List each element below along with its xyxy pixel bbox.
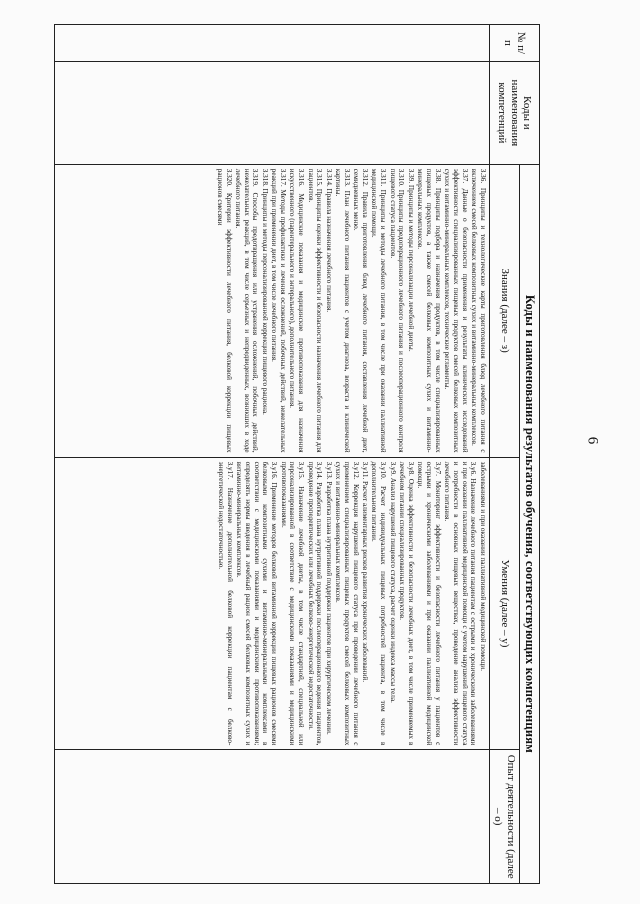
cell-experience [55, 750, 490, 884]
skill-item: 3.у9. Анализ нарушений пищевого статуса, расчет оценки индекса массы тела. [388, 461, 397, 703]
rotated-table-container [54, 24, 540, 884]
knowledge-list [215, 169, 487, 453]
header-results-group: Коды и наименования результатов обучения, соответствующих компетенциям [520, 164, 540, 883]
knowledge-item: 3.38. Принципы подбора и назначения продуктов, в том числе специализированных пищевых продуктов, а также смесей белковых композитных сухих и витаминно-минеральных комплексов. [416, 168, 442, 453]
cell-knowledge [55, 164, 490, 457]
knowledge-item: 3.39. Принципы и методы персонализации лечебной диеты. [406, 168, 415, 352]
knowledge-item: 3.310. Принципы предоперационного лечебного питания и послеоперационного контроля пищевого статуса пациентов. [388, 168, 406, 453]
cell-num [55, 25, 490, 62]
knowledge-item: 3.312. Правила приготовления блюд лечебного питания, составления лечебной диет, семидневных меню. [352, 168, 369, 453]
skill-item: 3.у10. Расчет индивидуальных пищевых потребностей пациента, в том числе в дополнительном питании. [370, 461, 388, 746]
header-knowledge: Знания (далее – з) [489, 164, 519, 457]
header-skills: Умения (далее – у) [489, 457, 519, 750]
knowledge-item: 3.37. Данные о безопасности применения и результаты клинических исследований эффективности специализированных пищевых продуктов смесей белковых композитных сухих и витаминно-минеральных комплексов, технические регламенты. [443, 168, 469, 453]
knowledge-item: 3.320. Критерии эффективности лечебного питания, белковой коррекции пищевых рационов смесями [215, 168, 233, 453]
knowledge-item: 3.317. Методы профилактики и лечения осложнений, побочных действий, нежелательных реакций при применении диет, в том числе лечебного питания. [270, 168, 287, 453]
knowledge-item: 3.314. Правила назначения лечебного питания. [324, 168, 333, 313]
knowledge-item: 3.315. Принципы оценки эффективности и безопасности назначения лечебного питания для пациентов. [306, 168, 324, 453]
knowledge-item: 3.319. Способы предотвращения или устранения осложнений, побочных действий, нежелательных реакций, в том числе серьезных и непредвиденных, возникших в ходе лечебного питания. [233, 168, 260, 453]
header-code: Коды и наименования компетенций [489, 61, 539, 164]
skills-list [216, 462, 487, 746]
knowledge-item: 3.313. План лечебного питания пациентов с учетом диагноза, возраста и клинической картины. [334, 168, 351, 453]
cell-skills [55, 457, 490, 750]
skill-item: 3.у15. Назначение лечебной диеты, в том числе стандартной, специальной или персонализированной в соответствие с медицинскими показаниями и медицинскими противопоказаниями. [279, 461, 306, 746]
knowledge-item: 3.316. Медицинские показания и медицинские противопоказания для назначения искусственного (парентерального и энтерального), дополнительного питания. [288, 168, 306, 453]
skill-item: 3.у6. Назначение лечебного питания пациентам с острыми и хроническими заболеваниями и при оказании паллиативной медицинской помощи с учетом нарушений пищевого статуса и потребности в основных пищевых веществах, проведение анализа эффективности лечебного питания. [443, 461, 478, 746]
header-num: № п/п [489, 25, 539, 62]
header-experience: Опыт деятельности (далее – о) [489, 750, 519, 884]
knowledge-item: 3.311. Принципы и методы лечебного питания, в том числе при оказании паллиативной медицинской помощи. [370, 168, 388, 453]
knowledge-item: 3.318. Принципы и методы персонализированной коррекции пищевого рациона. [260, 168, 269, 415]
skill-item: 3.у12. Коррекция нарушений пищевого статуса при проведении лечебного питания с применением специализированных пищевых продуктов смесей белковых композитных сухих и витаминно-минеральных комплексов. [334, 461, 360, 746]
skill-item: 3.у14. Разработка плана нутритивной поддержки послеоперационного ведения пациентов, проведение пропедевтических или лечебных белково-энергетической недостаточности. [306, 461, 324, 746]
skill-item: 3.у17. Назначение дополнительной белковой коррекции пациентам с белково-энергетической недостаточностью. [216, 461, 234, 746]
skill-item: 3.у8. Оценка эффективности и безопасности лечебных диет, в том числе применяемых в лечебном питании специализированных продуктов. [397, 461, 415, 746]
cell-code [55, 61, 490, 164]
skill-item: заболеваниями и при оказании паллиативной медицинской помощи. [478, 461, 487, 671]
page-number: 6 [584, 436, 601, 445]
skill-item: 3.у7. Мониторинг эффективности и безопасности лечебного питания у пациентов с острыми и хроническими заболеваниями и при оказании паллиативной медицинской помощи. [416, 461, 442, 746]
skill-item: 3.у13. Разработка плана нутритивной поддержки пациентов при хирургическом лечении. [324, 461, 333, 735]
knowledge-item: 3.36. Принципы и технологические карты приготовления блюд лечебного питания с включением смесей белковых композитных сухих и витаминно-минеральных комплексов. [469, 168, 487, 453]
skill-item: 3.у16. Применение методов белковой витаминной коррекции пищевых рационов смесями белковыми композитными сухими и витаминно-минеральными комплексами в соответствии с медицинскими показаниями и медицинскими противопоказаниями; определять нормы введения в лечебный рацион смесей белковых композитных сухих и витаминно-минеральных комплексов. [235, 461, 279, 746]
skill-item: 3.у11. Расчет алиментарных рисков развития хронических заболеваний. [361, 461, 369, 683]
competency-table [54, 24, 540, 884]
